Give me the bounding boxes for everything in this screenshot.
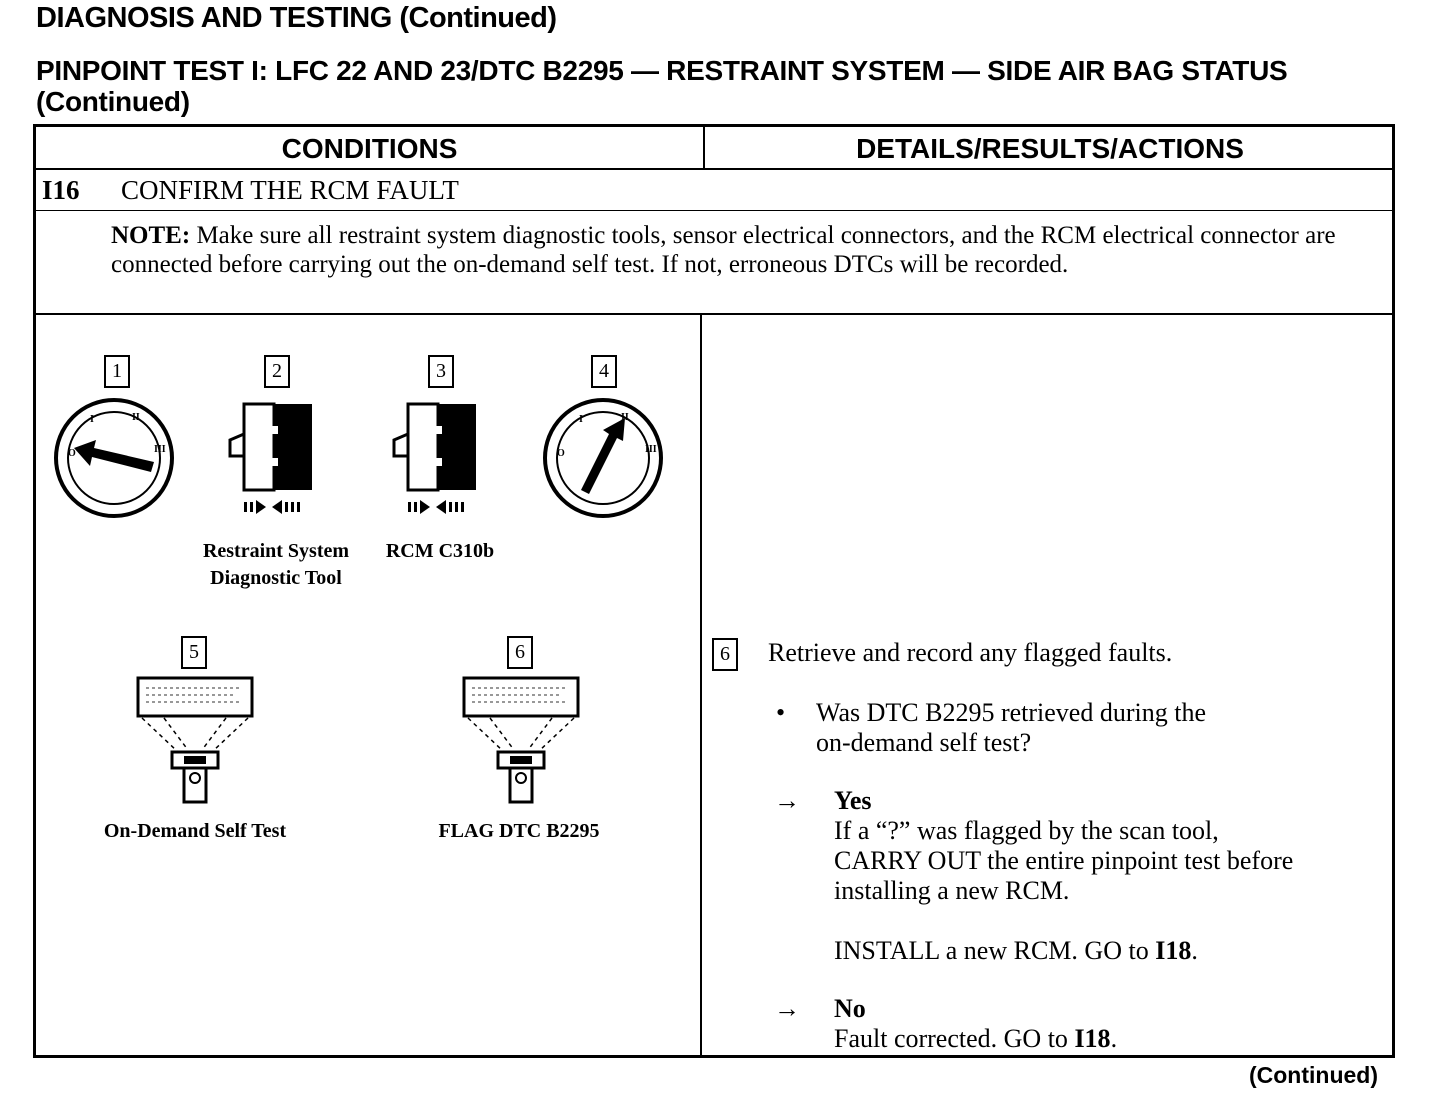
ignition-switch-off-icon: [52, 396, 176, 520]
caption-line: Diagnostic Tool: [210, 567, 342, 589]
question-line: Was DTC B2295 retrieved during the: [816, 698, 1206, 727]
figure-number-3: 3: [428, 355, 454, 388]
scan-tool-icon: [456, 674, 586, 806]
yes-action-ref: I18: [1155, 936, 1192, 965]
no-action-ref: I18: [1074, 1024, 1111, 1053]
scan-tool-icon: [130, 674, 260, 806]
yes-label: Yes: [834, 786, 872, 815]
note-text: Make sure all restraint system diagnostic tools, sensor electrical connectors, and the RCM electrical connector are connected before carrying out the on-demand self test. If not, erroneous DTCs will be recorded.: [111, 222, 1336, 278]
no-branch: [834, 994, 1117, 1054]
no-arrow-icon: →: [774, 994, 800, 1023]
caption-rcm-c310b: RCM C310b: [385, 540, 495, 562]
details-action: Retrieve and record any flagged faults.: [768, 638, 1173, 667]
caption-flag-dtc: FLAG DTC B2295: [438, 820, 600, 842]
bullet: •: [776, 698, 786, 727]
step-heading: [42, 175, 459, 206]
figure-number-4: 4: [591, 355, 617, 388]
note-rule: [36, 313, 1392, 315]
figure-number-6: 6: [507, 636, 533, 669]
caption-on-demand-self-test: On-Demand Self Test: [103, 820, 287, 842]
yes-branch: [834, 786, 1293, 966]
yes-action: INSTALL a new RCM. GO to I18.: [834, 936, 1198, 965]
ignition-mark: I: [579, 414, 583, 425]
caption-restraint-system-tool: [176, 538, 376, 592]
diagnostic-tool-connector-icon: [222, 400, 322, 520]
yes-line: CARRY OUT the entire pinpoint test before: [834, 846, 1294, 875]
figure-number-5: 5: [181, 636, 207, 669]
step-title: CONFIRM THE RCM FAULT: [121, 175, 459, 205]
no-action-text: Fault corrected. GO to: [834, 1024, 1075, 1053]
ignition-mark: I: [90, 414, 94, 425]
conditions-column-header: CONDITIONS: [281, 133, 458, 164]
header-divider: [703, 127, 705, 168]
step-rule: [36, 210, 1392, 211]
figure-number-1: 1: [104, 355, 130, 388]
ignition-switch-run-icon: [541, 396, 665, 520]
yes-arrow-icon: →: [774, 786, 800, 815]
page-title: DIAGNOSIS AND TESTING (Continued): [36, 2, 557, 34]
note-label: NOTE:: [111, 222, 191, 249]
details-step-number: 6: [712, 638, 738, 671]
yes-line: If a “?” was flagged by the scan tool,: [834, 816, 1219, 845]
yes-action-text: INSTALL a new RCM. GO to: [834, 936, 1156, 965]
ignition-mark: III: [154, 444, 166, 455]
no-action: Fault corrected. GO to I18.: [834, 1024, 1118, 1053]
caption-line: Restraint System: [202, 540, 350, 562]
pinpoint-test-title: PINPOINT TEST I: LFC 22 AND 23/DTC B2295 — RESTRAINT SYSTEM — SIDE AIR BAG STATUS (Continued): [36, 55, 1288, 117]
rcm-connector-icon: [386, 400, 486, 520]
yes-line: installing a new RCM.: [834, 876, 1070, 905]
no-label: No: [834, 994, 866, 1023]
ignition-mark: O: [68, 448, 76, 459]
header-rule: [36, 168, 1392, 170]
step-id: I16: [42, 175, 80, 205]
ignition-mark: O: [557, 448, 565, 459]
details-column-header: DETAILS/RESULTS/ACTIONS: [856, 133, 1244, 164]
figure-number-2: 2: [264, 355, 290, 388]
note: [111, 221, 1401, 279]
continued-label: (Continued): [1248, 1062, 1378, 1088]
details-question: [816, 698, 1206, 758]
ignition-mark: II: [621, 412, 629, 423]
body-divider: [700, 315, 702, 1056]
ignition-mark: II: [132, 412, 140, 423]
question-line: on-demand self test?: [816, 728, 1032, 757]
ignition-mark: III: [645, 444, 657, 455]
